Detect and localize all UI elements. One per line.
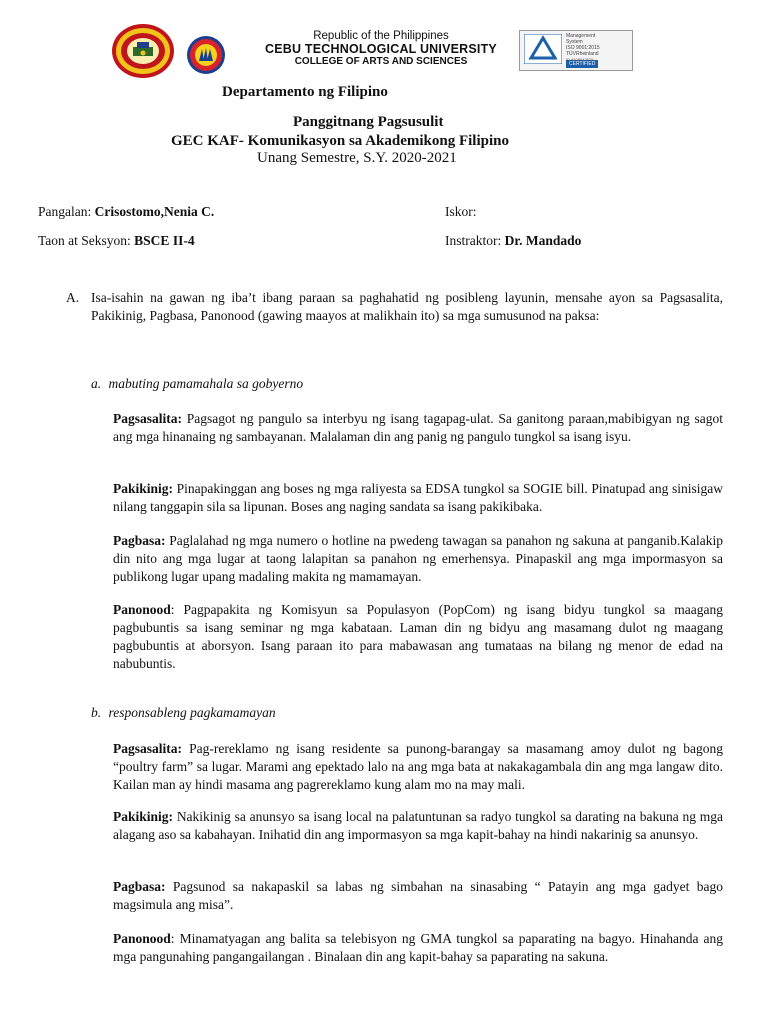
cert-id: ID 9108642525 <box>566 57 594 62</box>
panonood-text: : Pagpapakita ng Komisyun sa Populasyon (PopCom) ng isang bidyu tungkol sa maagang pagbubuntis sa isang seminar ng mga kabataan. Laman din ng bidyu ang masamang dulot ng maagang pagbubuntis at aborsyon. Isang paraan ito para mabawasan ang tumataas na bilang ng menor de edad na nabubuntis. <box>113 602 723 671</box>
pakikinig-text: Pinapakinggan ang boses ng mga raliyesta sa EDSA tungkol sa SOGIE bill. Pinatupad ang sinisigaw nilang tanggapin sila sa lipunan. Boses ang naging sandata sa isang pakikibaka. <box>113 481 723 514</box>
asean-logo <box>186 35 226 75</box>
pakikinig-label: Pakikinig: <box>113 809 174 824</box>
semester-line: Unang Semestre, S.Y. 2020-2021 <box>257 150 457 166</box>
topic-a-title: mabuting pamamahala sa gobyerno <box>108 376 304 391</box>
cert-line-3: ISO 9001:2015 <box>566 45 600 51</box>
score-label: Iskor: <box>445 204 477 219</box>
name-value: Crisostomo,Nenia C. <box>94 204 215 219</box>
topic-b-pagsasalita <box>113 740 723 794</box>
instruction-text: Isa-isahin na gawan ng iba’t ibang paraan sa paghahatid ng posibleng layunin, mensahe ayon sa Pagsasalita, Pakikinig, Pagbasa, Panonood (gawing maayos at malikhain ito) sa mga sumusunod na paksa: <box>91 290 723 323</box>
topic-b-panonood <box>113 930 723 966</box>
department-title: Departamento ng Filipino <box>222 84 388 100</box>
university-header <box>246 30 516 68</box>
tuv-logo <box>524 34 562 64</box>
topic-b-pagbasa <box>113 878 723 914</box>
topic-b-heading <box>91 705 276 721</box>
pagbasa-text: Paglalahad ng mga numero o hotline na pwedeng tawagan sa panahon ng sakuna at panganib.Kalakip din nito ang mga lugar at taong lalapitan sa panahon ng emerhensya. Pinapaskil ang mga impormasyon sa publikong lugar upang madaling makita ng mamamayan. <box>113 533 724 584</box>
cert-line-1: Management <box>566 33 596 39</box>
name-field <box>38 204 214 220</box>
exam-title: Panggitnang Pagsusulit <box>293 114 444 130</box>
pagsasalita-label: Pagsasalita: <box>113 741 182 756</box>
instructor-label: Instraktor: <box>445 233 502 248</box>
pagbasa-label: Pagbasa: <box>113 533 166 548</box>
pagsasalita-text: Pag-rereklamo ng isang residente sa punong-barangay sa masamang amoy dulot ng bagong “poultry farm” sa lugar. Marami ang epektado lalo na ang mga bata at nakakagambala din ang mga langaw dito. Kailan man ay hindi masama ang pagrereklamo kung alam mo na may mali. <box>113 741 723 792</box>
instructor-field <box>445 233 581 249</box>
topic-a-heading <box>91 376 303 392</box>
certified-label: CERTIFIED <box>566 60 598 68</box>
ctu-seal-logo <box>111 23 175 79</box>
topic-b-title: responsableng pagkamamayan <box>108 705 276 720</box>
pagsasalita-text: Pagsagot ng pangulo sa interbyu ng isang tagapag-ulat. Sa ganitong paraan,mabibigyan ng sagot ang mga hinanaing ng sambayanan. Malalaman din ang panig ng pangulo tungkol sa isang isyu. <box>113 411 723 444</box>
pagbasa-label: Pagbasa: <box>113 879 166 894</box>
topic-b-pakikinig <box>113 808 723 844</box>
instruction-marker: A. <box>66 290 80 305</box>
panonood-label: Panonood <box>113 931 171 946</box>
section-label: Taon at Seksyon: <box>38 233 131 248</box>
pakikinig-label: Pakikinig: <box>113 481 174 496</box>
topic-a-marker: a. <box>91 376 102 391</box>
panonood-label: Panonood <box>113 602 171 617</box>
section-field <box>38 233 195 249</box>
cert-text <box>566 33 600 57</box>
score-field <box>445 204 477 220</box>
pagbasa-text: Pagsunod sa nakapaskil sa labas ng simbahan na sinasabing “ Patayin ang mga gadyet bago magsimula ang misa”. <box>113 879 723 912</box>
topic-a-pakikinig <box>113 480 723 516</box>
pagsasalita-label: Pagsasalita: <box>113 411 182 426</box>
university-name: CEBU TECHNOLOGICAL UNIVERSITY <box>265 42 497 56</box>
cert-line-2: System <box>566 39 583 45</box>
section-value: BSCE II-4 <box>134 233 195 248</box>
topic-b-marker: b. <box>91 705 102 720</box>
instructor-value: Dr. Mandado <box>504 233 582 248</box>
topic-a-pagbasa <box>113 532 723 586</box>
panonood-text: : Minamatyagan ang balita sa telebisyon ng GMA tungkol sa paparating na bagyo. Hinahanda ang mga pangunahing pangangailangan . Binalaan din ang kapit-bahay sa paparating na sakuna. <box>113 931 723 964</box>
topic-a-panonood <box>113 601 723 673</box>
pakikinig-text: Nakikinig sa anunsyo sa isang local na palatuntunan sa radyo tungkol sa darating na bakuna ng mga alagang aso sa kabahayan. Inihatid din ang impormasyon sa mga kapit-bahay na hindi nakarinig sa anunsyo. <box>113 809 723 842</box>
topic-a-pagsasalita <box>113 410 723 446</box>
college-name: COLLEGE OF ARTS AND SCIENCES <box>294 56 468 67</box>
course-title: GEC KAF- Komunikasyon sa Akademikong Filipino <box>171 133 509 149</box>
republic-line: Republic of the Philippines <box>313 30 449 42</box>
name-label: Pangalan: <box>38 204 92 219</box>
iso-certification-badge <box>519 30 633 71</box>
cert-brand: TÜVRheinland <box>566 51 599 57</box>
